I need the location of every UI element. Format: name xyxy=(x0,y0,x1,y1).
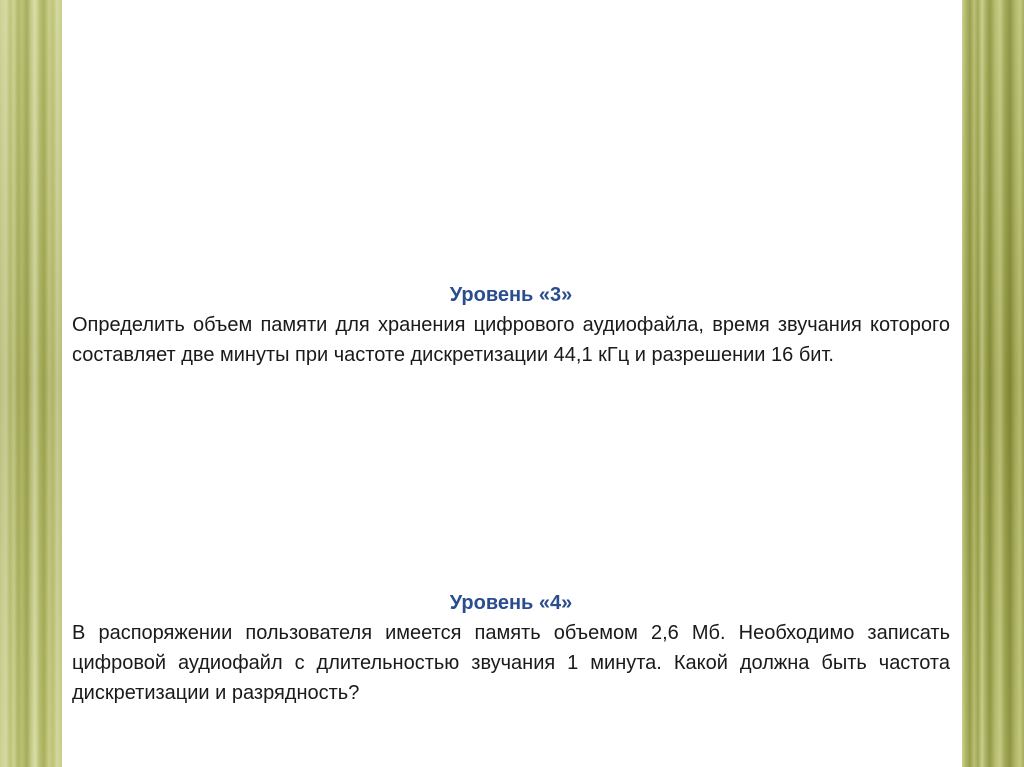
decorative-right-stripe xyxy=(962,0,1024,767)
task-level-4 xyxy=(72,588,950,708)
task-level-4-text: В распоряжении пользователя имеется память объемом 2,6 Мб. Необходимо записать цифровой аудиофайл с длительностью звучания 1 минута. Какой должна быть частота дискретизации и разрядность? xyxy=(72,622,950,704)
task-level-3 xyxy=(72,280,950,370)
slide-content xyxy=(62,0,962,767)
task-level-3-text: Определить объем памяти для хранения цифрового аудиофайла, время звучания которого составляет две минуты при частоте дискретизации 44,1 кГц и разрешении 16 бит. xyxy=(72,314,950,366)
decorative-left-stripe xyxy=(0,0,62,767)
task-level-4-heading: Уровень «4» xyxy=(449,592,573,614)
task-level-3-heading: Уровень «3» xyxy=(449,284,573,306)
